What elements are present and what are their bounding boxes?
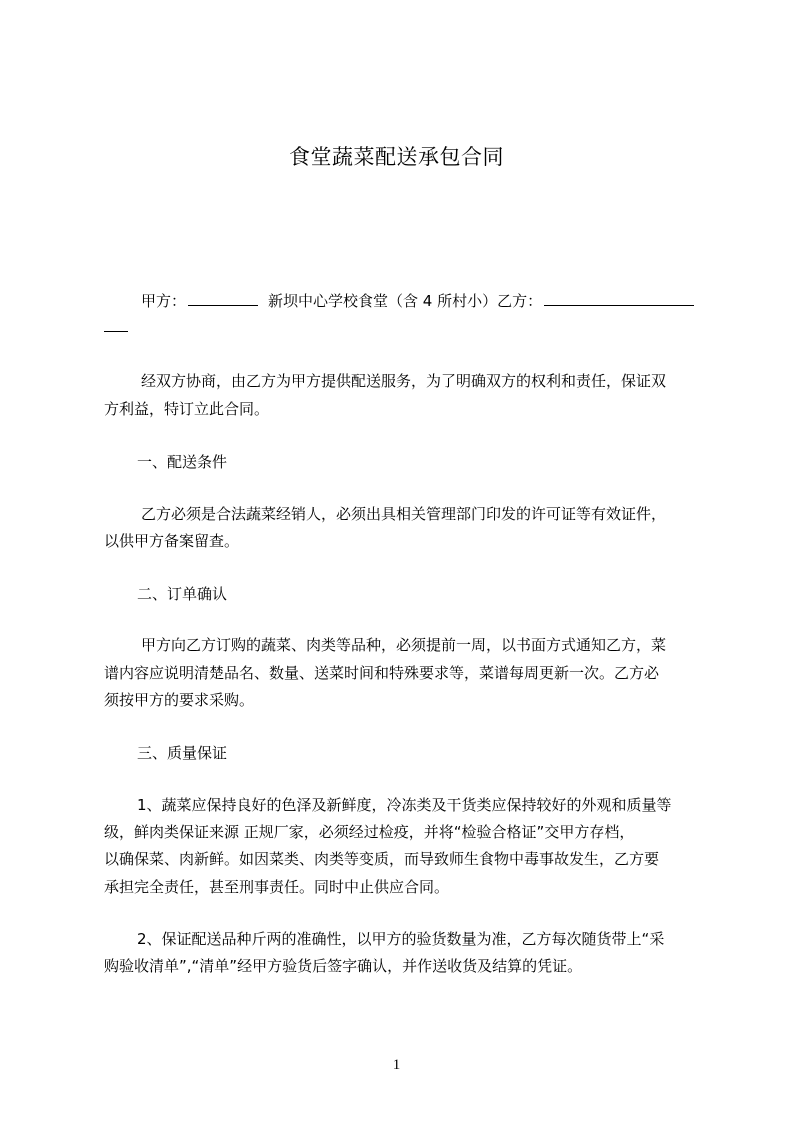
section3-item1-line-3: 以确保菜、肉新鲜。如因菜类、肉类等变质，而导致师生食物中毒事故发生，乙方要 <box>104 850 660 868</box>
section1-line-2: 以供甲方备案留查。 <box>104 532 240 550</box>
section2-line-3: 须按甲方的要求采购。 <box>104 691 255 709</box>
party-b-label: 乙方： <box>497 292 543 310</box>
party-a-signature-blank <box>188 291 258 306</box>
section3-item1-line-4: 承担完全责任，甚至刑事责任。同时中止供应合同。 <box>104 878 450 896</box>
intro-line-2: 方利益，特订立此合同。 <box>104 400 270 418</box>
section3-item1-line-2: 级，鲜肉类保证来源 正规厂家，必须经过检疫，并将“检验合格证”交甲方存档， <box>104 823 635 841</box>
party-b-signature-blank-continued <box>104 321 128 332</box>
section-heading-quality: 三、质量保证 <box>137 744 228 762</box>
intro-line-1: 经双方协商，由乙方为甲方提供配送服务，为了明确双方的权利和责任，保证双 <box>141 372 667 390</box>
document-title: 食堂蔬菜配送承包合同 <box>289 145 504 169</box>
section3-item2-line-1: 2、保证配送品种斤两的准确性，以甲方的验货数量为准，乙方每次随货带上“采 <box>137 930 665 948</box>
party-a-name: 新坝中心学校食堂（含 4 所村小） <box>268 292 498 310</box>
section2-line-1: 甲方向乙方订购的蔬菜、肉类等品种，必须提前一周，以书面方式通知乙方，菜 <box>141 636 667 654</box>
section-heading-order: 二、订单确认 <box>137 585 228 603</box>
section1-line-1: 乙方必须是合法蔬菜经销人，必须出具相关管理部门印发的许可证等有效证件， <box>141 505 667 523</box>
section3-item2-line-2: 购验收清单”,“清单”经甲方验货后签字确认，并作送收货及结算的凭证。 <box>104 957 583 975</box>
section2-line-2: 谱内容应说明清楚品名、数量、送菜时间和特殊要求等，菜谱每周更新一次。乙方必 <box>104 664 660 682</box>
party-a-label: 甲方： <box>141 292 187 310</box>
party-b-signature-blank <box>544 291 694 306</box>
parties-line <box>141 290 694 312</box>
page-number: 1 <box>392 1057 401 1073</box>
section3-item1-line-1: 1、蔬菜应保持良好的色泽及新鲜度，冷冻类及干货类应保持较好的外观和质量等 <box>137 796 672 814</box>
section-heading-delivery: 一、配送条件 <box>137 453 228 471</box>
